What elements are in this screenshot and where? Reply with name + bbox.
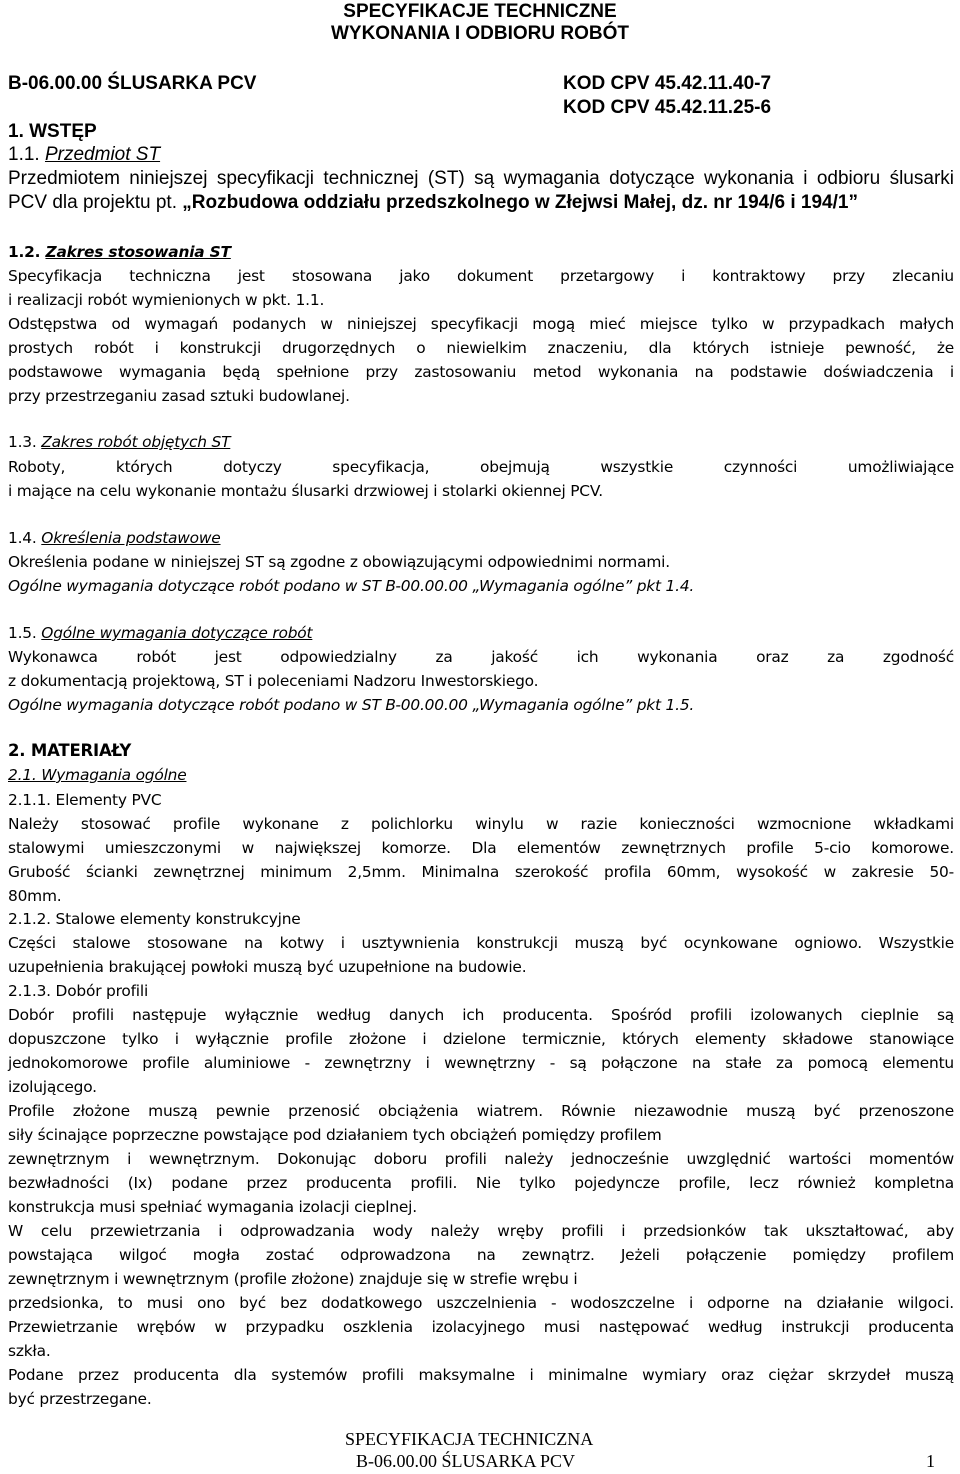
subheading-1-1 <box>8 143 160 167</box>
subheading-2-1: 2.1. Wymagania ogólne <box>8 766 187 784</box>
paragraph-line: jednokomorowe profile aluminiowe - zewnętrzny i wewnętrzny - są połączone na stałe za pomocą elementu <box>8 1054 954 1072</box>
paragraph-line: Profile złożone muszą pewnie przenosić obciążenia wiatrem. Równie niezawodnie muszą być przenoszone <box>8 1102 954 1120</box>
footer-title: SPECYFIKACJA TECHNICZNA <box>345 1429 594 1449</box>
paragraph-line: podstawowe wymagania będą spełnione przy zastosowaniu metod wykonania na podstawie doświadczenia i <box>8 363 954 381</box>
paragraph-line: siły ścinające poprzeczne powstające pod działaniem tych obciążeń pomiędzy profilem <box>8 1126 662 1144</box>
paragraph-line: zewnętrznym i wewnętrznym (profile złożone) znajduje się w strefie wrębu i <box>8 1270 578 1288</box>
paragraph-line: zewnętrznym i wewnętrznym. Dokonując doboru profili należy jednocześnie uwzględnić wartości momentów <box>8 1150 954 1168</box>
subheading-title: Zakres robót objętych ST <box>41 433 231 451</box>
subheading-number: 1.2. <box>8 243 41 261</box>
paragraph-line: przedsionka, to musi ono być bez dodatkowego uszczelnienia - wodoszczelne i odporne na działanie wilgoci. <box>8 1294 954 1312</box>
subheading-1-5 <box>8 621 312 645</box>
paragraph-line: konstrukcja musi spełniać wymagania izolacji cieplnej. <box>8 1198 417 1216</box>
page-number: 1 <box>926 1451 935 1471</box>
paragraph-line <box>8 191 858 215</box>
paragraph-line: W celu przewietrzania i odprowadzania wody należy wręby profili i przedsionków tak ukształtować, aby <box>8 1222 954 1240</box>
subheading-number: 1.1. <box>8 144 40 165</box>
subheading-1-4 <box>8 526 221 550</box>
paragraph-line: Odstępstwa od wymagań podanych w niniejszej specyfikacji mogą mieć miejsce tylko w przypadkach małych <box>8 315 954 333</box>
paragraph-line: Części stalowe stosowane na kotwy i usztywnienia konstrukcji muszą być ocynkowane ogniowo. Wszystkie <box>8 934 954 952</box>
reference-line: Ogólne wymagania dotyczące robót podano w ST B-00.00.00 „Wymagania ogólne” pkt 1.5. <box>8 696 695 714</box>
subheading-1-2 <box>8 240 231 264</box>
subheading-number: 1.4. <box>8 529 37 547</box>
paragraph-line: 80mm. <box>8 887 62 905</box>
document-title-line2: WYKONANIA I ODBIORU ROBÓT <box>330 23 629 44</box>
paragraph-line: Przedmiotem niniejszej specyfikacji technicznej (ST) są wymagania dotyczące wykonania i odbioru ślusarki <box>8 168 954 189</box>
paragraph-line: izolującego. <box>8 1078 97 1096</box>
paragraph-line: szkła. <box>8 1342 51 1360</box>
cpv-code-1: KOD CPV 45.42.11.40-7 <box>563 73 772 94</box>
subheading-title: Określenia podstawowe <box>41 529 221 547</box>
paragraph-line: i mające na celu wykonanie montażu ślusarki drzwiowej i stolarki okiennej PCV. <box>8 482 603 500</box>
section-code: B-06.00.00 ŚLUSARKA PCV <box>8 73 257 94</box>
project-title: „Rozbudowa oddziału przedszkolnego w Złejwsi Małej, dz. nr 194/6 i 194/1” <box>182 192 858 213</box>
reference-line: Ogólne wymagania dotyczące robót podano w ST B-00.00.00 „Wymagania ogólne” pkt 1.4. <box>8 577 695 595</box>
subheading-number: 1.3. <box>8 433 37 451</box>
subheading-title: Przedmiot ST <box>44 144 161 165</box>
paragraph-line: bezwładności (Ix) podane przez producenta profili. Nie tylko pojedyncze profile, lecz również kompletna <box>8 1174 954 1192</box>
paragraph-line: Dobór profili następuje wyłącznie według danych ich producenta. Spośród profili izolowanych cieplnie są <box>8 1006 954 1024</box>
paragraph-line: z dokumentacją projektową, ST i poleceniami Nadzoru Inwestorskiego. <box>8 672 539 690</box>
subheading-2-1-1: 2.1.1. Elementy PVC <box>8 791 162 809</box>
paragraph-line: Specyfikacja techniczna jest stosowana jako dokument przetargowy i kontraktowy przy zlecaniu <box>8 267 954 285</box>
paragraph-line: dopuszczone tylko i wyłącznie profile złożone i dzielone termicznie, których elementy składowe stanowiące <box>8 1030 954 1048</box>
subheading-2-1-2: 2.1.2. Stalowe elementy konstrukcyjne <box>8 910 301 928</box>
paragraph-line: być przestrzegane. <box>8 1390 152 1408</box>
paragraph-line: Podane przez producenta dla systemów profili maksymalne i minimalne wymiary oraz ciężar skrzydeł muszą <box>8 1366 954 1384</box>
paragraph-line: Należy stosować profile wykonane z polichlorku winylu w razie konieczności wzmocnione wkładkami <box>8 815 954 833</box>
cpv-code-2: KOD CPV 45.42.11.25-6 <box>563 97 772 118</box>
subheading-title: Ogólne wymagania dotyczące robót <box>41 624 313 642</box>
paragraph-line: Przewietrzanie wrębów w przypadku oszklenia izolacyjnego musi następować według instrukcji producenta <box>8 1318 954 1336</box>
paragraph-line: stalowymi umieszczonymi w największej komorze. Dla elementów zewnętrznych profile 5-cio komorowe. <box>8 839 954 857</box>
paragraph-line: Określenia podane w niniejszej ST są zgodne z obowiązującymi odpowiednimi normami. <box>8 553 670 571</box>
paragraph-line: prostych robót i konstrukcji drugorzędnych o niewielkim znaczeniu, dla których istnieje pewność, że <box>8 339 954 357</box>
paragraph-line: powstająca wilgoć mogła zostać odprowadzona na zewnątrz. Jeżeli połączenie pomiędzy profilem <box>8 1246 954 1264</box>
paragraph-line: Wykonawca robót jest odpowiedzialny za jakość ich wykonania oraz za zgodność <box>8 648 954 666</box>
paragraph-text: PCV dla projektu pt. <box>8 192 183 213</box>
paragraph-line: Roboty, których dotyczy specyfikacja, obejmują wszystkie czynności umożliwiające <box>8 458 954 476</box>
paragraph-line: uzupełnienia brakującej powłoki muszą być uzupełnione na budowie. <box>8 958 527 976</box>
heading-wstep: 1. WSTĘP <box>8 121 97 142</box>
heading-materialy: 2. MATERIAŁY <box>8 741 132 760</box>
subheading-number: 1.5. <box>8 624 37 642</box>
footer-subtitle: B-06.00.00 ŚLUSARKA PCV <box>356 1451 576 1471</box>
document-title-line1: SPECYFIKACJE TECHNICZNE <box>343 1 617 22</box>
subheading-title: Zakres stosowania ST <box>45 243 231 261</box>
subheading-1-3 <box>8 430 230 454</box>
paragraph-line: i realizacji robót wymienionych w pkt. 1.1. <box>8 291 325 309</box>
subheading-2-1-3: 2.1.3. Dobór profili <box>8 982 149 1000</box>
paragraph-line: przy przestrzeganiu zasad sztuki budowlanej. <box>8 387 350 405</box>
paragraph-line: Grubość ścianki zewnętrznej minimum 2,5mm. Minimalna szerokość profila 60mm, wysokość w zakresie 50- <box>8 863 954 881</box>
